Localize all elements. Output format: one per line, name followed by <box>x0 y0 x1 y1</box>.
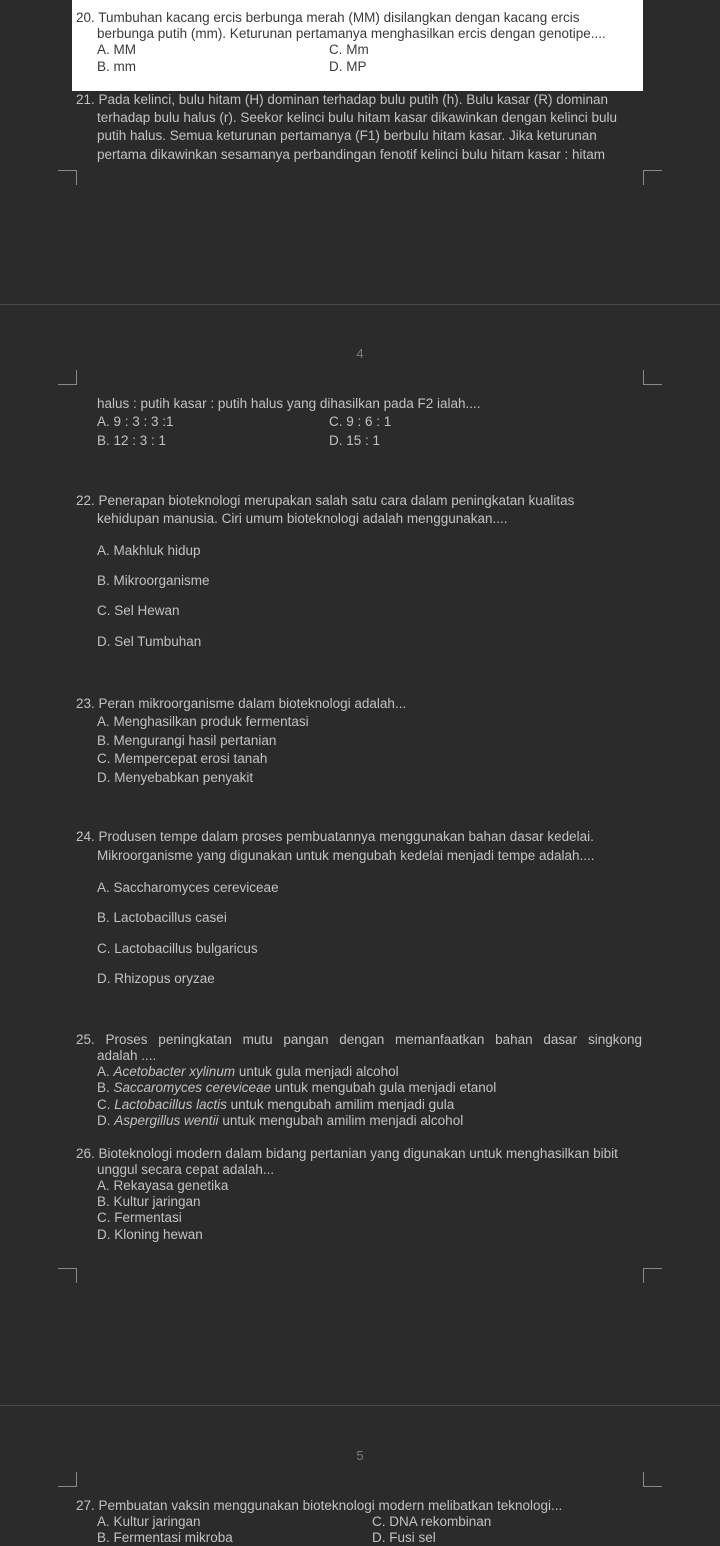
page-number: 5 <box>356 1448 364 1463</box>
q26-option-d: D. Kloning hewan <box>97 1227 203 1242</box>
q21-option-c: C. 9 : 6 : 1 <box>329 414 392 429</box>
page-number: 4 <box>356 346 364 361</box>
q26-line1: 26. Bioteknologi modern dalam bidang pertanian yang digunakan untuk menghasilkan bibit <box>76 1146 618 1161</box>
q27-option-a: A. Kultur jaringan <box>97 1514 201 1529</box>
q26-option-a: A. Rekayasa genetika <box>97 1178 229 1193</box>
q27-option-c: C. DNA rekombinan <box>372 1514 492 1529</box>
q24-option-a: A. Saccharomyces cereviceae <box>97 880 279 895</box>
q25-option-b: B. Saccaromyces cereviceae untuk mengubah gula menjadi etanol <box>97 1080 497 1095</box>
q21-option-b: B. 12 : 3 : 1 <box>97 433 167 448</box>
q24-option-c: C. Lactobacillus bulgaricus <box>97 941 258 956</box>
q27-line1: 27. Pembuatan vaksin menggunakan bioteknologi modern melibatkan teknologi... <box>76 1498 563 1513</box>
q27-option-b: B. Fermentasi mikroba <box>97 1530 233 1545</box>
page-corner-mark <box>58 1472 77 1487</box>
q21-line5: halus : putih kasar : putih halus yang dihasilkan pada F2 ialah.... <box>97 396 481 411</box>
page-corner-mark <box>643 1268 662 1283</box>
q22-option-c: C. Sel Hewan <box>97 603 180 618</box>
q21-line4: pertama dikawinkan sesamanya perbandingan fenotif kelinci bulu hitam kasar : hitam <box>97 147 606 162</box>
q27-option-d: D. Fusi sel <box>372 1530 436 1545</box>
q22-option-d: D. Sel Tumbuhan <box>97 634 202 649</box>
q22-option-a: A. Makhluk hidup <box>97 543 201 558</box>
q20-option-b: B. mm <box>97 59 136 74</box>
q24-option-d: D. Rhizopus oryzae <box>97 971 215 986</box>
q23-option-a: A. Menghasilkan produk fermentasi <box>97 714 309 729</box>
page-corner-mark <box>58 170 77 185</box>
q23-line1: 23. Peran mikroorganisme dalam bioteknologi adalah... <box>76 696 407 711</box>
q24-line2: Mikroorganisme yang digunakan untuk mengubah kedelai menjadi tempe adalah.... <box>97 848 595 863</box>
page-corner-mark <box>58 1268 77 1283</box>
q25-option-c: C. Lactobacillus lactis untuk mengubah amilim menjadi gula <box>97 1097 455 1112</box>
q24-line1: 24. Produsen tempe dalam proses pembuatannya menggunakan bahan dasar kedelai. <box>76 829 594 844</box>
q22-option-b: B. Mikroorganisme <box>97 573 210 588</box>
page-corner-mark <box>643 1472 662 1487</box>
page-corner-mark <box>643 370 662 385</box>
q24-option-b: B. Lactobacillus casei <box>97 910 227 925</box>
q21-line3: putih halus. Semua keturunan pertamanya (F1) berbulu hitam kasar. Jika keturunan <box>97 128 597 143</box>
q26-option-b: B. Kultur jaringan <box>97 1194 201 1209</box>
q23-option-d: D. Menyebabkan penyakit <box>97 770 254 785</box>
q25-line1: 25. Proses peningkatan mutu pangan dengan memanfaatkan bahan dasar singkong <box>76 1032 642 1047</box>
q25-line2: adalah .... <box>97 1048 157 1063</box>
q21-line2: terhadap bulu halus (r). Seekor kelinci bulu hitam kasar dikawinkan dengan kelinci bulu <box>97 110 618 125</box>
page-break-divider <box>0 1405 720 1406</box>
q20-option-a: A. MM <box>97 42 136 57</box>
q25-option-d: D. Aspergillus wentii untuk mengubah amilim menjadi alcohol <box>97 1113 464 1128</box>
q23-option-c: C. Mempercepat erosi tanah <box>97 751 268 766</box>
q21-option-d: D. 15 : 1 <box>329 433 381 448</box>
page-corner-mark <box>643 170 662 185</box>
q25-option-a: A. Acetobacter xylinum untuk gula menjadi alcohol <box>97 1064 399 1079</box>
q21-option-a: A. 9 : 3 : 3 :1 <box>97 414 174 429</box>
page-break-divider <box>0 304 720 305</box>
q20-option-d: D. MP <box>329 59 367 74</box>
q20-line1: 20. Tumbuhan kacang ercis berbunga merah (MM) disilangkan dengan kacang ercis <box>76 10 580 25</box>
q21-line1: 21. Pada kelinci, bulu hitam (H) dominan terhadap bulu putih (h). Bulu kasar (R) dominan <box>76 92 609 107</box>
q23-option-b: B. Mengurangi hasil pertanian <box>97 733 277 748</box>
q22-line1: 22. Penerapan bioteknologi merupakan salah satu cara dalam peningkatan kualitas <box>76 493 575 508</box>
page-corner-mark <box>58 370 77 385</box>
q22-line2: kehidupan manusia. Ciri umum bioteknologi adalah menggunakan.... <box>97 511 508 526</box>
q20-line2: berbunga putih (mm). Keturunan pertamanya menghasilkan ercis dengan genotipe.... <box>97 26 606 41</box>
q20-option-c: C. Mm <box>329 42 369 57</box>
q26-line2: unggul secara cepat adalah... <box>97 1162 275 1177</box>
q26-option-c: C. Fermentasi <box>97 1210 182 1225</box>
